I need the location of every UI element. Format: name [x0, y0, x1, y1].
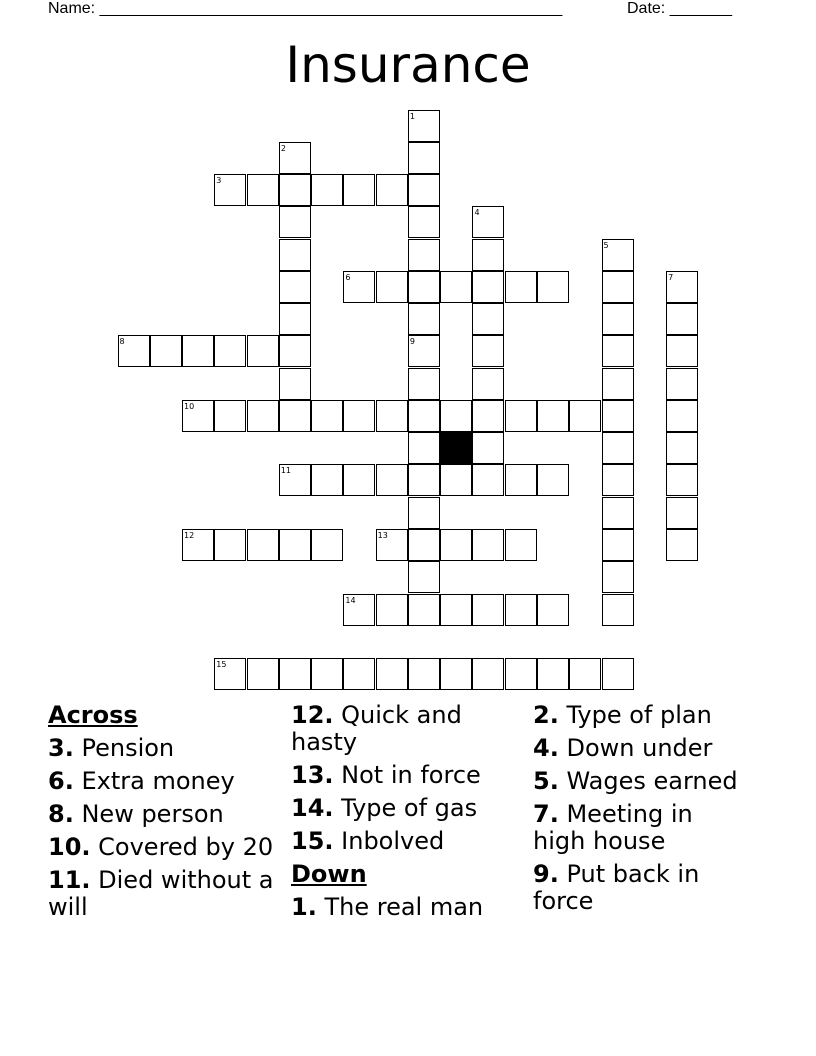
grid-cell[interactable]	[408, 303, 440, 335]
clue-across-13: 13. Not in force	[291, 761, 481, 789]
grid-cell[interactable]	[440, 594, 472, 626]
down-heading: Down	[291, 860, 367, 888]
clue-down-9: 9. Put back in force	[533, 860, 700, 915]
clue-down-5: 5. Wages earned	[533, 767, 738, 795]
grid-cell[interactable]	[279, 174, 311, 206]
clue-number-3: 3	[216, 176, 222, 186]
grid-cell[interactable]	[666, 368, 698, 400]
grid-cell[interactable]	[279, 400, 311, 432]
grid-cell[interactable]	[214, 335, 246, 367]
grid-cell[interactable]	[311, 529, 343, 561]
grid-cell[interactable]	[472, 303, 504, 335]
grid-cell[interactable]	[666, 432, 698, 464]
grid-cell[interactable]	[279, 368, 311, 400]
grid-cell[interactable]	[376, 400, 408, 432]
clue-number-9: 9	[409, 337, 416, 347]
grid-cell[interactable]	[666, 529, 698, 561]
grid-cell[interactable]	[569, 658, 601, 690]
grid-cell[interactable]	[214, 400, 246, 432]
name-date-line	[48, 0, 748, 20]
grid-cell[interactable]	[440, 400, 472, 432]
clue-number-7: 7	[668, 272, 674, 282]
grid-cell[interactable]	[537, 594, 569, 626]
clue-number-12: 12	[184, 531, 195, 540]
grid-cell[interactable]	[279, 206, 311, 238]
grid-cell[interactable]	[247, 335, 279, 367]
grid-cell[interactable]	[279, 658, 311, 690]
grid-cell[interactable]	[602, 497, 634, 529]
grid-cell[interactable]	[408, 464, 440, 496]
clue-number-13: 13	[377, 531, 388, 540]
clue-column-3	[533, 702, 743, 921]
clue-number-2: 2	[280, 143, 286, 153]
clue-across-8: 8. New person	[48, 800, 224, 828]
grid-cell[interactable]	[602, 432, 634, 464]
clue-down-4: 4. Down under	[533, 734, 713, 762]
grid-cell[interactable]	[602, 594, 634, 626]
grid-cell[interactable]	[537, 658, 569, 690]
clue-across-12: 12. Quick and hasty	[291, 701, 462, 756]
grid-cell[interactable]	[408, 206, 440, 238]
grid-cell[interactable]	[505, 658, 537, 690]
grid-cell[interactable]	[602, 400, 634, 432]
grid-cell[interactable]	[376, 658, 408, 690]
grid-cell[interactable]	[343, 174, 375, 206]
grid-cell[interactable]	[602, 529, 634, 561]
grid-cell[interactable]	[440, 658, 472, 690]
grid-cell[interactable]	[279, 239, 311, 271]
grid-cell[interactable]	[472, 368, 504, 400]
clue-column-1	[48, 702, 283, 927]
black-square	[440, 432, 472, 464]
grid-cell[interactable]	[311, 658, 343, 690]
grid-cell[interactable]	[472, 239, 504, 271]
grid-cell[interactable]	[311, 174, 343, 206]
clue-number-4: 4	[474, 208, 480, 218]
grid-cell[interactable]	[505, 400, 537, 432]
clue-number-6: 6	[345, 272, 351, 282]
grid-cell[interactable]	[472, 464, 504, 496]
grid-cell[interactable]	[602, 271, 634, 303]
grid-cell[interactable]	[472, 432, 504, 464]
grid-cell[interactable]	[343, 658, 375, 690]
grid-cell[interactable]	[408, 142, 440, 174]
clue-column-2	[291, 702, 521, 927]
grid-cell[interactable]	[666, 400, 698, 432]
grid-cell[interactable]	[602, 303, 634, 335]
clue-across-10: 10. Covered by 20	[48, 833, 274, 861]
grid-cell[interactable]	[311, 464, 343, 496]
grid-cell[interactable]	[472, 594, 504, 626]
clue-across-6: 6. Extra money	[48, 767, 235, 795]
grid-cell[interactable]	[537, 271, 569, 303]
grid-cell[interactable]	[505, 594, 537, 626]
grid-cell[interactable]	[376, 594, 408, 626]
grid-cell[interactable]	[602, 658, 634, 690]
grid-cell[interactable]	[505, 529, 537, 561]
grid-cell[interactable]	[472, 271, 504, 303]
grid-cell[interactable]	[408, 561, 440, 593]
grid-cell[interactable]	[505, 271, 537, 303]
grid-cell[interactable]	[440, 271, 472, 303]
grid-cell[interactable]	[666, 303, 698, 335]
clue-number-15: 15	[216, 660, 227, 670]
grid-cell[interactable]	[666, 497, 698, 529]
clue-number-14: 14	[345, 595, 356, 605]
grid-cell[interactable]	[408, 368, 440, 400]
grid-cell[interactable]	[247, 174, 279, 206]
clue-across-14: 14. Type of gas	[291, 794, 478, 822]
grid-cell[interactable]	[182, 335, 214, 367]
grid-cell[interactable]	[247, 658, 279, 690]
grid-cell[interactable]	[279, 271, 311, 303]
clue-number-11: 11	[280, 466, 292, 476]
clue-across-15: 15. Inbolved	[291, 827, 445, 855]
clue-across-3: 3. Pension	[48, 734, 175, 762]
clue-number-1: 1	[409, 111, 416, 121]
grid-cell[interactable]	[472, 658, 504, 690]
grid-cell[interactable]	[247, 529, 279, 561]
grid-cell[interactable]	[311, 400, 343, 432]
grid-cell[interactable]	[150, 335, 182, 367]
grid-cell[interactable]	[408, 400, 440, 432]
across-heading: Across	[48, 701, 138, 729]
grid-cell[interactable]	[602, 561, 634, 593]
grid-cell[interactable]	[440, 464, 472, 496]
clue-across-11: 11. Died without a will	[48, 866, 274, 921]
grid-cell[interactable]	[505, 464, 537, 496]
clue-number-10: 10	[184, 401, 195, 411]
grid-cell[interactable]	[666, 335, 698, 367]
grid-cell[interactable]	[376, 271, 408, 303]
grid-cell[interactable]	[602, 368, 634, 400]
grid-cell[interactable]	[408, 432, 440, 464]
grid-cell[interactable]	[279, 529, 311, 561]
puzzle-title: Insurance	[285, 36, 531, 94]
grid-cell[interactable]	[343, 400, 375, 432]
grid-cell[interactable]	[247, 400, 279, 432]
grid-cell[interactable]	[408, 529, 440, 561]
grid-cell[interactable]	[408, 497, 440, 529]
grid-cell[interactable]	[472, 400, 504, 432]
grid-cell[interactable]	[602, 335, 634, 367]
clue-down-7: 7. Meeting in high house	[533, 800, 693, 855]
grid-cell[interactable]	[472, 529, 504, 561]
grid-cell[interactable]	[376, 464, 408, 496]
clue-number-8: 8	[119, 337, 125, 347]
grid-cell[interactable]	[602, 464, 634, 496]
grid-cell[interactable]	[666, 464, 698, 496]
grid-cell[interactable]	[408, 174, 440, 206]
grid-cell[interactable]	[537, 400, 569, 432]
grid-cell[interactable]	[408, 594, 440, 626]
grid-cell[interactable]	[343, 464, 375, 496]
grid-cell[interactable]	[472, 335, 504, 367]
grid-cell[interactable]	[537, 464, 569, 496]
grid-cell[interactable]	[569, 400, 601, 432]
grid-cell[interactable]	[440, 529, 472, 561]
grid-cell[interactable]	[279, 335, 311, 367]
grid-cell[interactable]	[214, 529, 246, 561]
clue-number-5: 5	[603, 240, 609, 250]
clue-down-2: 2. Type of plan	[533, 701, 712, 729]
grid-cell[interactable]	[408, 658, 440, 690]
grid-cell[interactable]	[408, 271, 440, 303]
grid-cell[interactable]	[376, 174, 408, 206]
grid-cell[interactable]	[279, 303, 311, 335]
name-field-label[interactable]: Name: ____________________________________________________	[48, 0, 563, 17]
date-field-label[interactable]: Date: _______	[627, 0, 732, 17]
grid-cell[interactable]	[408, 239, 440, 271]
clue-down-1: 1. The real man	[291, 893, 484, 921]
